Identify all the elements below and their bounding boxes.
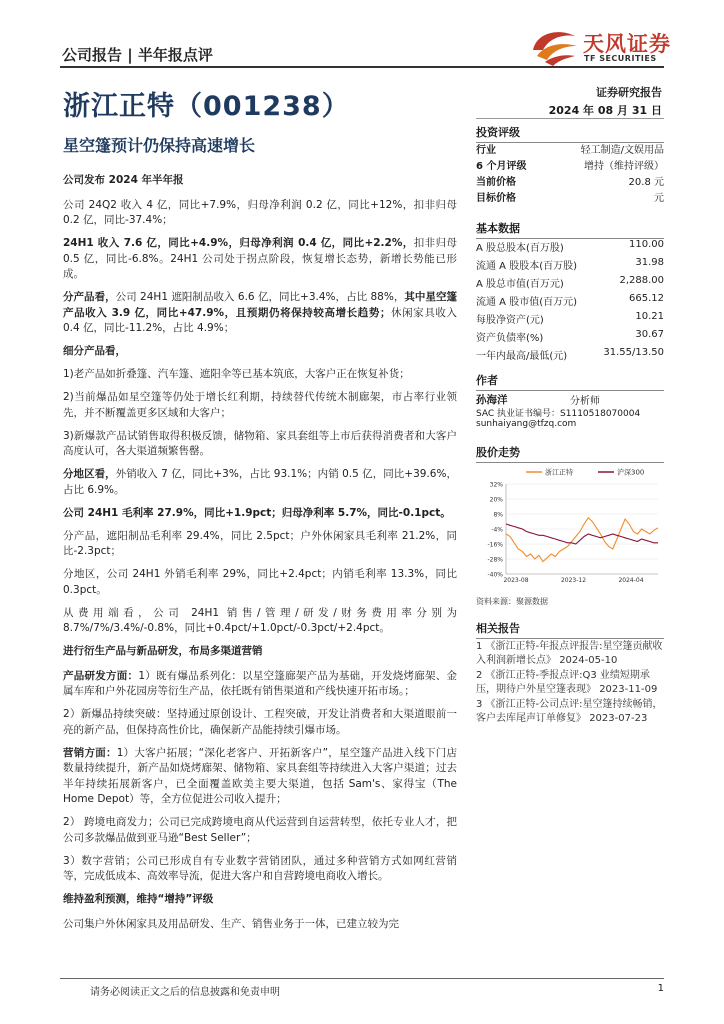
report-headline: 星空篷预计仍保持高速增长: [63, 136, 256, 155]
page-number: 1: [657, 983, 664, 994]
basic-row: A 股总股本(百万股) 110.00: [476, 239, 664, 254]
chart-source: 资料来源：聚源数据: [476, 597, 548, 606]
y-tick-label: 32%: [489, 481, 503, 489]
header-divider: [60, 66, 664, 68]
section-title: 维持盈利预测，维持“增持”评级: [63, 893, 214, 905]
paragraph: 分产品看，公司 24H1 遮阳制品收入 6.6 亿，同比+3.4%，占比 88%，其中星空篷产品收入 3.9 亿，同比+47.9%，且预期仍将保持较高增长趋势；休闲家具收入 0.4 亿，同比-11.2%，占比 4.9%；: [63, 291, 458, 334]
basic-row: 每股净资产(元) 10.21: [476, 311, 664, 326]
related-title: 相关报告: [476, 620, 664, 639]
paragraph: 分地区看，外销收入 7 亿，同比+3%，占比 93.1%；内销 0.5 亿，同比+39.6%，占比 6.9%。: [63, 468, 457, 496]
rating-row: 当前价格 20.8 元: [476, 177, 664, 188]
basic-row: 一年内最高/最低(元) 31.55/13.50: [476, 347, 664, 362]
series-line-0: [506, 518, 658, 562]
related-report[interactable]: 2 《浙江正特-季报点评:Q3 业绩短期承压，期待户外星空篷表现》 2023-11-09: [476, 670, 658, 695]
company-title: 浙江正特（001238）: [63, 91, 350, 122]
x-tick-label: 2024-04: [618, 577, 644, 584]
tf-logo-icon: [525, 22, 581, 68]
paragraph: 3）数字营销；公司已形成自有专业数字营销团队，通过多种营销方式如网红营销等，完成低成本、高效率导流，促进大客户和自营跨境电商收入增长。: [63, 854, 457, 882]
related-report[interactable]: 3 《浙江正特-公司点评:星空篷持续畅销，客户去库尾声订单修复》 2023-07-23: [476, 699, 663, 724]
rating-row: 行业 轻工制造/文娱用品: [476, 145, 664, 156]
rating-row: 目标价格 元: [476, 193, 664, 204]
trend-title: 股价走势: [476, 444, 664, 463]
paragraph: 分地区，公司 24H1 外销毛利率 29%，同比+2.4pct；内销毛利率 13.3%，同比 0.3pct。: [63, 568, 457, 596]
paragraph: 产品研发方面：1）既有爆品系列化：以星空篷廊架产品为基础，开发烧烤廊架、金属车库和户外花园房等衍生产品，依托既有销售渠道和产线快速开拓市场。；: [63, 669, 457, 697]
rating-row: 6 个月评级 增持（维持评级）: [476, 161, 664, 172]
section-title: 进行衍生产品与新品研发，布局多渠道营销: [63, 645, 263, 657]
logo-english: TF SECURITIES: [584, 54, 657, 63]
x-tick-label: 2023-08: [503, 577, 529, 584]
legend-label: 沪深300: [617, 468, 645, 477]
paragraph: 公司 24Q2 收入 4 亿，同比+7.9%，归母净利润 0.2 亿，同比+12%，扣非归母 0.2 亿，同比-37.4%；: [63, 198, 457, 226]
paragraph: 2） 跨境电商发力；公司已完成跨境电商从代运营到自运营转型，依托专业人才，把公司多款爆品做到亚马逊“Best Seller”；: [63, 816, 457, 844]
date-divider: [476, 118, 664, 119]
paragraph: 3)新爆款产品试销售取得积极反馈，储物箱、家具套组等上市后获得消费者和大客户高度认可，各大渠道频繁售罄。: [63, 429, 457, 457]
basic-data-title: 基本数据: [476, 220, 664, 239]
paragraph: 营销方面：1）大客户拓展；“深化老客户、开拓新客户”，星空篷产品进入线下门店数量持续提升，新产品如烧烤廊架、储物箱、家具套组等持续进入大客户渠道；过去半年持续拓展新客户，已全面覆盖欧美主要大渠道，包括 Sam's、家得宝（The Home Depot）等，全方位促进公司收入提升；: [63, 746, 458, 805]
basic-row: 资产负债率(%) 30.67: [476, 329, 664, 344]
stock-trend-chart: [476, 462, 666, 592]
author-sac: SAC 执业证书编号：S1110518070004: [476, 409, 641, 419]
author-title: 作者: [476, 372, 664, 391]
paragraph: 1)老产品如折叠篷、汽车篷、遮阳伞等已基本筑底，大客户正在恢复补货；: [63, 368, 410, 380]
section-title: 公司发布 2024 年半年报: [63, 174, 184, 186]
author-email[interactable]: sunhaiyang@tfzq.com: [476, 419, 577, 429]
author-name: 孙海洋: [476, 394, 508, 406]
paragraph: 分产品，遮阳制品毛利率 29.4%，同比 2.5pct；户外休闲家具毛利率 21.2%，同比-2.3pct；: [63, 529, 457, 557]
author-role: 分析师: [570, 396, 600, 407]
y-tick-label: 8%: [493, 511, 503, 519]
rating-title: 投资评级: [476, 124, 664, 143]
logo-text: 天风证券: [583, 32, 671, 56]
y-tick-label: -28%: [487, 556, 503, 564]
report-body: [63, 173, 457, 940]
paragraph: 24H1 收入 7.6 亿，同比+4.9%，归母净利润 0.4 亿，同比+2.2%，扣非归母 0.5 亿，同比-6.8%。24H1 公司处于拐点阶段，恢复增长态势，新增长势能已形成。: [63, 237, 457, 280]
report-category: 公司报告 | 半年报点评: [62, 46, 213, 64]
y-tick-label: -40%: [487, 571, 503, 579]
legend-label: 浙江正特: [545, 468, 573, 477]
paragraph: 公司 24H1 毛利率 27.9%，同比+1.9pct；归母净利率 5.7%，同比-0.1pct。: [63, 506, 451, 519]
paragraph: 2)当前爆品如星空篷等仍处于增长红利期，持续替代传统木制廊架，市占率行业领先，并不断覆盖更多区域和大客户；: [63, 391, 457, 419]
y-tick-label: -4%: [491, 526, 503, 534]
paragraph: 2）新爆品持续突破：坚持通过原创设计、工程突破，开发让消费者和大渠道眼前一亮的新产品，但保持高性价比，确保新产品能持续引爆市场。: [63, 708, 457, 736]
basic-row: 流通 A 股股本(百万股) 31.98: [476, 257, 664, 272]
footer-disclaimer: 请务必阅读正文之后的信息披露和免责申明: [90, 987, 280, 998]
paragraph: 公司集户外休闲家具及用品研发、生产、销售业务于一体，已建立较为完: [63, 917, 399, 930]
report-date: 2024 年 08 月 31 日: [548, 104, 662, 117]
basic-row: A 股总市值(百万元) 2,288.00: [476, 275, 664, 290]
basic-row: 流通 A 股市值(百万元) 665.12: [476, 293, 664, 308]
paragraph: 细分产品看，: [63, 345, 126, 357]
x-tick-label: 2023-12: [560, 577, 587, 584]
y-tick-label: 20%: [489, 496, 503, 504]
related-report[interactable]: 1 《浙江正特-年报点评报告:星空篷贡献收入利润新增长点》 2024-05-10: [476, 641, 663, 666]
paragraph: 从费用端看，公司 24H1 销售/管理/研发/财务费用率分别为 8.7%/7%/3.4%/-0.8%，同比+0.4pct/+1.0pct/-0.3pct/+2.4pct。: [63, 606, 457, 634]
y-tick-label: -16%: [487, 541, 503, 549]
footer-divider: [60, 978, 664, 979]
report-type: 证券研究报告: [596, 86, 662, 99]
